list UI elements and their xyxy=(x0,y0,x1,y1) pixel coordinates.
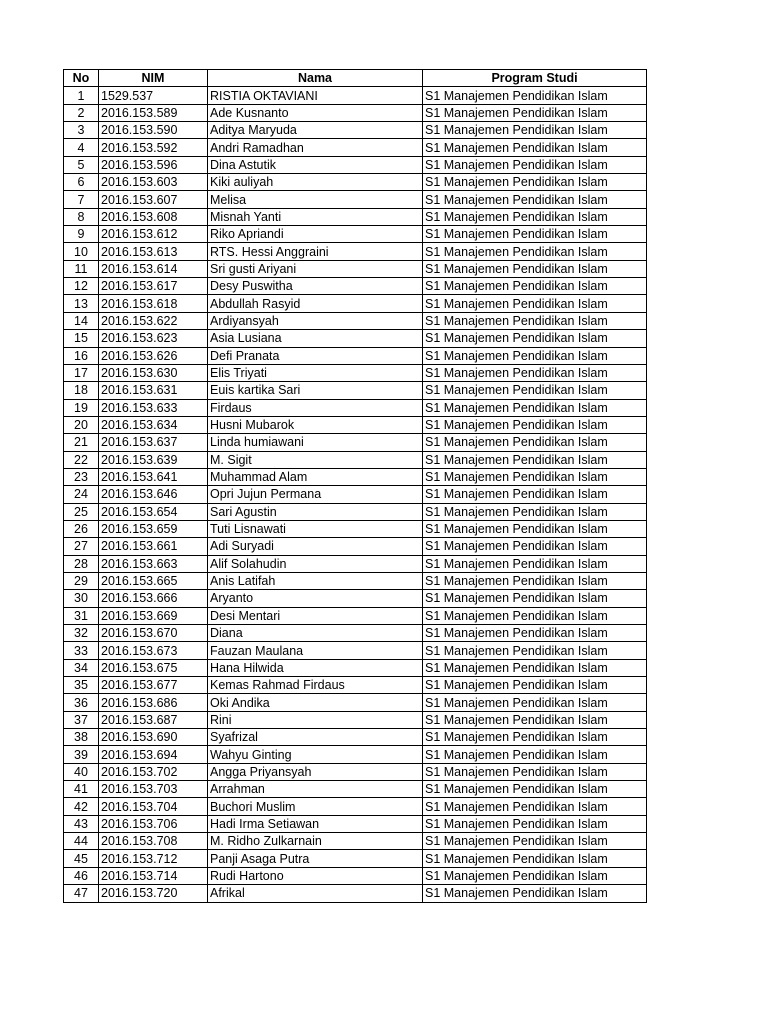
cell-program-studi: S1 Manajemen Pendidikan Islam xyxy=(423,451,647,468)
cell-no: 4 xyxy=(64,139,99,156)
cell-no: 41 xyxy=(64,781,99,798)
cell-program-studi: S1 Manajemen Pendidikan Islam xyxy=(423,364,647,381)
cell-program-studi: S1 Manajemen Pendidikan Islam xyxy=(423,260,647,277)
cell-no: 5 xyxy=(64,156,99,173)
cell-no: 26 xyxy=(64,520,99,537)
cell-program-studi: S1 Manajemen Pendidikan Islam xyxy=(423,295,647,312)
cell-no: 43 xyxy=(64,815,99,832)
cell-no: 12 xyxy=(64,278,99,295)
cell-program-studi: S1 Manajemen Pendidikan Islam xyxy=(423,625,647,642)
table-row xyxy=(64,746,647,763)
cell-nim: 2016.153.704 xyxy=(99,798,208,815)
header-nim: NIM xyxy=(99,70,208,87)
cell-nim: 2016.153.654 xyxy=(99,503,208,520)
cell-nim: 2016.153.612 xyxy=(99,226,208,243)
cell-nama: Elis Triyati xyxy=(208,364,423,381)
cell-program-studi: S1 Manajemen Pendidikan Islam xyxy=(423,885,647,902)
table-row xyxy=(64,729,647,746)
cell-no: 6 xyxy=(64,174,99,191)
table-row xyxy=(64,625,647,642)
table-row xyxy=(64,538,647,555)
cell-nama: Misnah Yanti xyxy=(208,208,423,225)
cell-program-studi: S1 Manajemen Pendidikan Islam xyxy=(423,87,647,104)
table-row xyxy=(64,226,647,243)
cell-nama: Euis kartika Sari xyxy=(208,382,423,399)
table-row xyxy=(64,503,647,520)
table-row xyxy=(64,677,647,694)
cell-program-studi: S1 Manajemen Pendidikan Islam xyxy=(423,798,647,815)
cell-no: 16 xyxy=(64,347,99,364)
table-row xyxy=(64,174,647,191)
cell-no: 18 xyxy=(64,382,99,399)
cell-program-studi: S1 Manajemen Pendidikan Islam xyxy=(423,399,647,416)
cell-nama: Rini xyxy=(208,711,423,728)
cell-nim: 1529.537 xyxy=(99,87,208,104)
cell-program-studi: S1 Manajemen Pendidikan Islam xyxy=(423,746,647,763)
cell-nama: Tuti Lisnawati xyxy=(208,520,423,537)
cell-nim: 2016.153.663 xyxy=(99,555,208,572)
cell-nim: 2016.153.613 xyxy=(99,243,208,260)
cell-program-studi: S1 Manajemen Pendidikan Islam xyxy=(423,122,647,139)
cell-program-studi: S1 Manajemen Pendidikan Islam xyxy=(423,139,647,156)
cell-nama: Kemas Rahmad Firdaus xyxy=(208,677,423,694)
cell-program-studi: S1 Manajemen Pendidikan Islam xyxy=(423,330,647,347)
cell-no: 37 xyxy=(64,711,99,728)
cell-nama: Alif Solahudin xyxy=(208,555,423,572)
header-row xyxy=(64,70,647,87)
header-no: No xyxy=(64,70,99,87)
cell-program-studi: S1 Manajemen Pendidikan Islam xyxy=(423,642,647,659)
cell-nama: Ade Kusnanto xyxy=(208,104,423,121)
cell-no: 2 xyxy=(64,104,99,121)
cell-program-studi: S1 Manajemen Pendidikan Islam xyxy=(423,156,647,173)
table-row xyxy=(64,416,647,433)
cell-program-studi: S1 Manajemen Pendidikan Islam xyxy=(423,174,647,191)
cell-nama: M. Sigit xyxy=(208,451,423,468)
cell-nim: 2016.153.590 xyxy=(99,122,208,139)
table-row xyxy=(64,122,647,139)
cell-no: 24 xyxy=(64,486,99,503)
table-row xyxy=(64,833,647,850)
cell-nama: Hadi Irma Setiawan xyxy=(208,815,423,832)
cell-program-studi: S1 Manajemen Pendidikan Islam xyxy=(423,850,647,867)
cell-no: 20 xyxy=(64,416,99,433)
cell-nim: 2016.153.617 xyxy=(99,278,208,295)
cell-program-studi: S1 Manajemen Pendidikan Islam xyxy=(423,486,647,503)
cell-nim: 2016.153.626 xyxy=(99,347,208,364)
cell-nama: Muhammad Alam xyxy=(208,468,423,485)
cell-nim: 2016.153.677 xyxy=(99,677,208,694)
cell-nama: Aditya Maryuda xyxy=(208,122,423,139)
cell-nim: 2016.153.618 xyxy=(99,295,208,312)
cell-nama: Panji Asaga Putra xyxy=(208,850,423,867)
table-row xyxy=(64,382,647,399)
header-program-studi: Program Studi xyxy=(423,70,647,87)
table-row xyxy=(64,451,647,468)
cell-program-studi: S1 Manajemen Pendidikan Islam xyxy=(423,191,647,208)
cell-nama: Sari Agustin xyxy=(208,503,423,520)
cell-program-studi: S1 Manajemen Pendidikan Islam xyxy=(423,382,647,399)
cell-nama: Buchori Muslim xyxy=(208,798,423,815)
cell-no: 45 xyxy=(64,850,99,867)
table-row xyxy=(64,885,647,902)
cell-program-studi: S1 Manajemen Pendidikan Islam xyxy=(423,243,647,260)
cell-nim: 2016.153.666 xyxy=(99,590,208,607)
table-row xyxy=(64,867,647,884)
table-row xyxy=(64,104,647,121)
cell-no: 44 xyxy=(64,833,99,850)
cell-nama: Andri Ramadhan xyxy=(208,139,423,156)
cell-no: 28 xyxy=(64,555,99,572)
cell-no: 1 xyxy=(64,87,99,104)
cell-nim: 2016.153.630 xyxy=(99,364,208,381)
cell-nim: 2016.153.596 xyxy=(99,156,208,173)
cell-no: 8 xyxy=(64,208,99,225)
cell-nama: Rudi Hartono xyxy=(208,867,423,884)
table-row xyxy=(64,87,647,104)
table-row xyxy=(64,572,647,589)
table-row xyxy=(64,694,647,711)
table-row xyxy=(64,278,647,295)
cell-nama: Abdullah Rasyid xyxy=(208,295,423,312)
cell-nama: Oki Andika xyxy=(208,694,423,711)
cell-nim: 2016.153.673 xyxy=(99,642,208,659)
cell-nama: Adi Suryadi xyxy=(208,538,423,555)
cell-no: 46 xyxy=(64,867,99,884)
cell-program-studi: S1 Manajemen Pendidikan Islam xyxy=(423,833,647,850)
table-row xyxy=(64,555,647,572)
cell-nim: 2016.153.641 xyxy=(99,468,208,485)
cell-nama: Linda humiawani xyxy=(208,434,423,451)
cell-nama: Hana Hilwida xyxy=(208,659,423,676)
cell-no: 33 xyxy=(64,642,99,659)
cell-program-studi: S1 Manajemen Pendidikan Islam xyxy=(423,347,647,364)
cell-nim: 2016.153.665 xyxy=(99,572,208,589)
cell-no: 22 xyxy=(64,451,99,468)
cell-no: 39 xyxy=(64,746,99,763)
cell-nama: Riko Apriandi xyxy=(208,226,423,243)
cell-no: 32 xyxy=(64,625,99,642)
cell-no: 11 xyxy=(64,260,99,277)
cell-no: 7 xyxy=(64,191,99,208)
cell-program-studi: S1 Manajemen Pendidikan Islam xyxy=(423,763,647,780)
cell-program-studi: S1 Manajemen Pendidikan Islam xyxy=(423,867,647,884)
cell-nim: 2016.153.690 xyxy=(99,729,208,746)
table-row xyxy=(64,434,647,451)
table-row xyxy=(64,295,647,312)
table-row xyxy=(64,208,647,225)
cell-no: 35 xyxy=(64,677,99,694)
cell-no: 17 xyxy=(64,364,99,381)
cell-no: 38 xyxy=(64,729,99,746)
cell-no: 10 xyxy=(64,243,99,260)
cell-program-studi: S1 Manajemen Pendidikan Islam xyxy=(423,815,647,832)
cell-nim: 2016.153.634 xyxy=(99,416,208,433)
cell-no: 19 xyxy=(64,399,99,416)
cell-nim: 2016.153.720 xyxy=(99,885,208,902)
cell-program-studi: S1 Manajemen Pendidikan Islam xyxy=(423,434,647,451)
cell-nim: 2016.153.669 xyxy=(99,607,208,624)
cell-nim: 2016.153.633 xyxy=(99,399,208,416)
cell-nama: Aryanto xyxy=(208,590,423,607)
cell-no: 3 xyxy=(64,122,99,139)
cell-nama: Melisa xyxy=(208,191,423,208)
cell-nama: M. Ridho Zulkarnain xyxy=(208,833,423,850)
cell-nim: 2016.153.703 xyxy=(99,781,208,798)
cell-program-studi: S1 Manajemen Pendidikan Islam xyxy=(423,312,647,329)
cell-no: 40 xyxy=(64,763,99,780)
cell-nim: 2016.153.702 xyxy=(99,763,208,780)
cell-nim: 2016.153.631 xyxy=(99,382,208,399)
cell-nama: Desy Puswitha xyxy=(208,278,423,295)
cell-program-studi: S1 Manajemen Pendidikan Islam xyxy=(423,226,647,243)
student-table xyxy=(63,69,647,903)
cell-program-studi: S1 Manajemen Pendidikan Islam xyxy=(423,538,647,555)
cell-program-studi: S1 Manajemen Pendidikan Islam xyxy=(423,694,647,711)
table-body xyxy=(64,87,647,902)
cell-nim: 2016.153.608 xyxy=(99,208,208,225)
cell-nim: 2016.153.670 xyxy=(99,625,208,642)
table-row xyxy=(64,243,647,260)
cell-nim: 2016.153.687 xyxy=(99,711,208,728)
table-row xyxy=(64,520,647,537)
cell-nama: Ardiyansyah xyxy=(208,312,423,329)
cell-no: 29 xyxy=(64,572,99,589)
cell-nama: RISTIA OKTAVIANI xyxy=(208,87,423,104)
table-row xyxy=(64,607,647,624)
cell-nama: Husni Mubarok xyxy=(208,416,423,433)
cell-no: 23 xyxy=(64,468,99,485)
cell-nim: 2016.153.706 xyxy=(99,815,208,832)
cell-no: 15 xyxy=(64,330,99,347)
table-row xyxy=(64,659,647,676)
cell-program-studi: S1 Manajemen Pendidikan Islam xyxy=(423,781,647,798)
cell-nama: Firdaus xyxy=(208,399,423,416)
table-row xyxy=(64,815,647,832)
table-row xyxy=(64,798,647,815)
cell-nim: 2016.153.622 xyxy=(99,312,208,329)
cell-nama: Anis Latifah xyxy=(208,572,423,589)
cell-program-studi: S1 Manajemen Pendidikan Islam xyxy=(423,503,647,520)
table-row xyxy=(64,156,647,173)
cell-program-studi: S1 Manajemen Pendidikan Islam xyxy=(423,104,647,121)
table-row xyxy=(64,330,647,347)
cell-nama: Angga Priyansyah xyxy=(208,763,423,780)
cell-program-studi: S1 Manajemen Pendidikan Islam xyxy=(423,659,647,676)
cell-nama: Wahyu Ginting xyxy=(208,746,423,763)
table-row xyxy=(64,850,647,867)
cell-nim: 2016.153.623 xyxy=(99,330,208,347)
cell-nim: 2016.153.659 xyxy=(99,520,208,537)
cell-nama: Asia Lusiana xyxy=(208,330,423,347)
cell-program-studi: S1 Manajemen Pendidikan Islam xyxy=(423,278,647,295)
table-row xyxy=(64,312,647,329)
cell-nama: Syafrizal xyxy=(208,729,423,746)
cell-program-studi: S1 Manajemen Pendidikan Islam xyxy=(423,572,647,589)
cell-no: 34 xyxy=(64,659,99,676)
cell-program-studi: S1 Manajemen Pendidikan Islam xyxy=(423,590,647,607)
table-row xyxy=(64,642,647,659)
table-row xyxy=(64,781,647,798)
cell-nama: Fauzan Maulana xyxy=(208,642,423,659)
cell-no: 42 xyxy=(64,798,99,815)
cell-nim: 2016.153.661 xyxy=(99,538,208,555)
cell-no: 27 xyxy=(64,538,99,555)
cell-program-studi: S1 Manajemen Pendidikan Islam xyxy=(423,729,647,746)
table-row xyxy=(64,468,647,485)
cell-nim: 2016.153.675 xyxy=(99,659,208,676)
cell-nim: 2016.153.714 xyxy=(99,867,208,884)
cell-nim: 2016.153.712 xyxy=(99,850,208,867)
table-row xyxy=(64,590,647,607)
cell-nama: Diana xyxy=(208,625,423,642)
cell-nim: 2016.153.637 xyxy=(99,434,208,451)
cell-no: 25 xyxy=(64,503,99,520)
cell-nama: Sri gusti Ariyani xyxy=(208,260,423,277)
cell-program-studi: S1 Manajemen Pendidikan Islam xyxy=(423,520,647,537)
cell-nama: RTS. Hessi Anggraini xyxy=(208,243,423,260)
cell-program-studi: S1 Manajemen Pendidikan Islam xyxy=(423,711,647,728)
header-nama: Nama xyxy=(208,70,423,87)
table-row xyxy=(64,486,647,503)
table-row xyxy=(64,711,647,728)
table-row xyxy=(64,191,647,208)
cell-program-studi: S1 Manajemen Pendidikan Islam xyxy=(423,677,647,694)
cell-nama: Opri Jujun Permana xyxy=(208,486,423,503)
cell-program-studi: S1 Manajemen Pendidikan Islam xyxy=(423,208,647,225)
cell-program-studi: S1 Manajemen Pendidikan Islam xyxy=(423,607,647,624)
cell-program-studi: S1 Manajemen Pendidikan Islam xyxy=(423,416,647,433)
table-row xyxy=(64,763,647,780)
cell-no: 21 xyxy=(64,434,99,451)
cell-program-studi: S1 Manajemen Pendidikan Islam xyxy=(423,555,647,572)
cell-nim: 2016.153.589 xyxy=(99,104,208,121)
table-row xyxy=(64,347,647,364)
table-row xyxy=(64,364,647,381)
cell-program-studi: S1 Manajemen Pendidikan Islam xyxy=(423,468,647,485)
cell-no: 36 xyxy=(64,694,99,711)
cell-no: 9 xyxy=(64,226,99,243)
table-row xyxy=(64,260,647,277)
cell-no: 14 xyxy=(64,312,99,329)
cell-nim: 2016.153.708 xyxy=(99,833,208,850)
cell-no: 30 xyxy=(64,590,99,607)
cell-no: 47 xyxy=(64,885,99,902)
cell-no: 31 xyxy=(64,607,99,624)
cell-nim: 2016.153.592 xyxy=(99,139,208,156)
cell-nim: 2016.153.694 xyxy=(99,746,208,763)
table-row xyxy=(64,399,647,416)
cell-nama: Dina Astutik xyxy=(208,156,423,173)
cell-nim: 2016.153.686 xyxy=(99,694,208,711)
cell-nim: 2016.153.646 xyxy=(99,486,208,503)
table-row xyxy=(64,139,647,156)
cell-nama: Kiki auliyah xyxy=(208,174,423,191)
cell-no: 13 xyxy=(64,295,99,312)
cell-nama: Desi Mentari xyxy=(208,607,423,624)
cell-nim: 2016.153.607 xyxy=(99,191,208,208)
cell-nim: 2016.153.603 xyxy=(99,174,208,191)
cell-nim: 2016.153.614 xyxy=(99,260,208,277)
cell-nim: 2016.153.639 xyxy=(99,451,208,468)
cell-nama: Afrikal xyxy=(208,885,423,902)
cell-nama: Arrahman xyxy=(208,781,423,798)
cell-nama: Defi Pranata xyxy=(208,347,423,364)
